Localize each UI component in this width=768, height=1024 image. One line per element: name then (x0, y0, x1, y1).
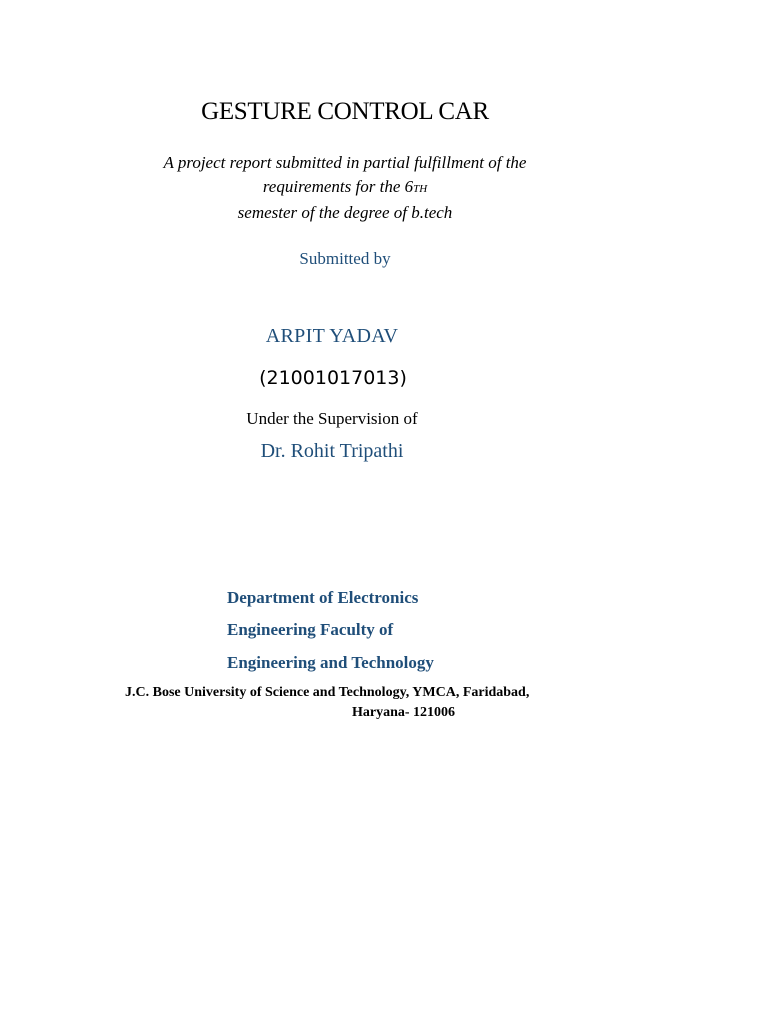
description-line-3: semester of the degree of b.tech (237, 203, 453, 222)
roll-number: (21001017013) (259, 367, 407, 389)
student-name: ARPIT YADAV (265, 325, 399, 347)
description-line-1: A project report submitted in partial fulfillment of the (163, 153, 527, 172)
submitted-by-label: Submitted by (299, 249, 391, 268)
department-line-3: Engineering and Technology (227, 653, 434, 672)
description-line-2-text: requirements for the 6 (262, 177, 414, 196)
department-line-2: Engineering Faculty of (227, 620, 394, 639)
department-line-1: Department of Electronics (227, 588, 419, 607)
report-title: GESTURE CONTROL CAR (201, 98, 489, 125)
description-line-2 (0, 177, 690, 197)
supervision-label: Under the Supervision of (246, 409, 418, 428)
supervisor-name: Dr. Rohit Tripathi (260, 440, 404, 462)
university-address-line-1: J.C. Bose University of Science and Technology, YMCA, Faridabad, (125, 685, 530, 700)
university-address-line-2: Haryana- 121006 (352, 705, 456, 720)
semester-ordinal-suffix: TH (413, 183, 428, 195)
